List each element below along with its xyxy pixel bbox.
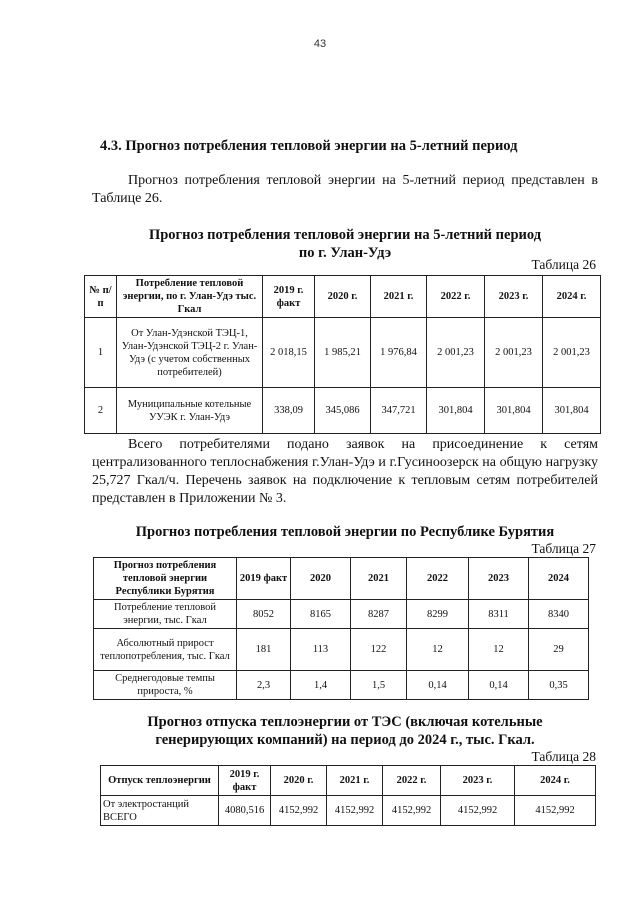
table-cell: 301,804 <box>485 388 543 434</box>
table-cell: 1 <box>85 318 117 388</box>
table27-header-cell: 2019 факт <box>237 558 291 600</box>
table-cell: 8299 <box>407 600 469 629</box>
table-cell: 347,721 <box>371 388 427 434</box>
table-cell: От электростанций ВСЕГО <box>101 796 219 826</box>
table-cell: 2 001,23 <box>427 318 485 388</box>
table26-header-cell: 2021 г. <box>371 276 427 318</box>
applications-paragraph-text: Всего потребителями подано заявок на присоединение к сетям централизованного теплоснабжения г.Улан-Удэ и г.Гусиноозерск на общую нагрузку 25,727 Гкал/ч. Перечень заявок на подключение к тепловым сетям потребителей представлен в Приложении № 3. <box>92 437 598 506</box>
table-cell: 4152,992 <box>515 796 596 826</box>
table-cell: 301,804 <box>427 388 485 434</box>
table-cell: 338,09 <box>263 388 315 434</box>
table-row <box>101 796 596 826</box>
table27-header-cell: 2022 <box>407 558 469 600</box>
table-row <box>94 671 589 700</box>
table-cell: 301,804 <box>543 388 601 434</box>
table28-caption: Таблица 28 <box>531 749 596 764</box>
table-cell: 8165 <box>291 600 351 629</box>
section-heading: 4.3. Прогноз потребления тепловой энергии на 5-летний период <box>100 138 518 154</box>
table27-header-cell: 2020 <box>291 558 351 600</box>
table-cell: Абсолютный прирост теплопотребления, тыс. Гкал <box>94 629 237 671</box>
table-cell: 1,5 <box>351 671 407 700</box>
table27-header-cell: 2023 <box>469 558 529 600</box>
table-cell: 1 976,84 <box>371 318 427 388</box>
table-cell: 345,086 <box>315 388 371 434</box>
table-cell: 0,14 <box>407 671 469 700</box>
table-row <box>94 629 589 671</box>
table26-title-line2: по г. Улан-Удэ <box>298 245 392 261</box>
table26-header-cell: 2019 г. факт <box>263 276 315 318</box>
table-cell: 29 <box>529 629 589 671</box>
table-cell: 2 001,23 <box>543 318 601 388</box>
table27-title: Прогноз потребления тепловой энергии по Республике Бурятия <box>135 524 555 540</box>
table-cell: 4152,992 <box>441 796 515 826</box>
table-cell: 113 <box>291 629 351 671</box>
table28 <box>100 765 596 826</box>
table-cell: 2 <box>85 388 117 434</box>
table26 <box>84 275 601 434</box>
intro-paragraph-text: Прогноз потребления тепловой энергии на 5-летний период представлен в Таблице 26. <box>92 173 598 206</box>
table-cell: 4152,992 <box>327 796 383 826</box>
table28-header-cell: 2019 г. факт <box>219 766 271 796</box>
table-cell: Потребление тепловой энергии, тыс. Гкал <box>94 600 237 629</box>
table27-header-cell: 2024 <box>529 558 589 600</box>
table-cell: 8287 <box>351 600 407 629</box>
table-cell: 8311 <box>469 600 529 629</box>
table26-header-cell: 2024 г. <box>543 276 601 318</box>
table-cell: 1 985,21 <box>315 318 371 388</box>
table-cell: 4152,992 <box>383 796 441 826</box>
table27-header-cell: 2021 <box>351 558 407 600</box>
table28-title <box>92 713 598 749</box>
table27-header-cell: Прогноз потребления тепловой энергии Республики Бурятия <box>94 558 237 600</box>
table28-header-cell: 2021 г. <box>327 766 383 796</box>
table26-header-cell: 2020 г. <box>315 276 371 318</box>
table27 <box>93 557 589 700</box>
table27-caption: Таблица 27 <box>531 541 596 556</box>
table26-header-row <box>85 276 601 318</box>
table28-header-cell: 2024 г. <box>515 766 596 796</box>
table-cell: 12 <box>407 629 469 671</box>
applications-paragraph <box>92 436 598 508</box>
page-number: 43 <box>313 38 327 50</box>
table26-header-cell: 2022 г. <box>427 276 485 318</box>
table-cell: 2 018,15 <box>263 318 315 388</box>
table28-header-cell: 2020 г. <box>271 766 327 796</box>
intro-paragraph <box>92 172 598 208</box>
table26-title-line1: Прогноз потребления тепловой энергии на 5-летний период <box>148 227 542 243</box>
table-cell: 12 <box>469 629 529 671</box>
table-cell: 0,35 <box>529 671 589 700</box>
table26-header-cell: 2023 г. <box>485 276 543 318</box>
table28-title-line1: Прогноз отпуска теплоэнергии от ТЭС (включая котельные <box>147 714 543 730</box>
table26-header-cell: № п/п <box>85 276 117 318</box>
table-cell: От Улан-Удэнской ТЭЦ-1, Улан-Удэнской ТЭЦ-2 г. Улан-Удэ (с учетом собственных потребителей) <box>117 318 263 388</box>
table-row <box>85 388 601 434</box>
table-cell: 1,4 <box>291 671 351 700</box>
table-cell: 4152,992 <box>271 796 327 826</box>
table-cell: 2,3 <box>237 671 291 700</box>
table-cell: 8052 <box>237 600 291 629</box>
table-cell: Среднегодовые темпы прироста, % <box>94 671 237 700</box>
table28-header-row <box>101 766 596 796</box>
table-cell: 0,14 <box>469 671 529 700</box>
table28-header-cell: 2023 г. <box>441 766 515 796</box>
table28-title-line2: генерирующих компаний) на период до 2024 г., тыс. Гкал. <box>155 732 535 748</box>
table-cell: 122 <box>351 629 407 671</box>
table26-title <box>92 226 598 262</box>
table26-caption: Таблица 26 <box>531 257 596 272</box>
table-cell: 4080,516 <box>219 796 271 826</box>
table-row <box>85 318 601 388</box>
table-cell: 2 001,23 <box>485 318 543 388</box>
table-cell: 8340 <box>529 600 589 629</box>
table27-header-row <box>94 558 589 600</box>
table28-header-cell: 2022 г. <box>383 766 441 796</box>
table-cell: 181 <box>237 629 291 671</box>
table28-header-cell: Отпуск теплоэнергии <box>101 766 219 796</box>
table26-header-cell: Потребление тепловой энергии, по г. Улан-Удэ тыс. Гкал <box>117 276 263 318</box>
table-row <box>94 600 589 629</box>
table-cell: Муниципальные котельные УУЭК г. Улан-Удэ <box>117 388 263 434</box>
